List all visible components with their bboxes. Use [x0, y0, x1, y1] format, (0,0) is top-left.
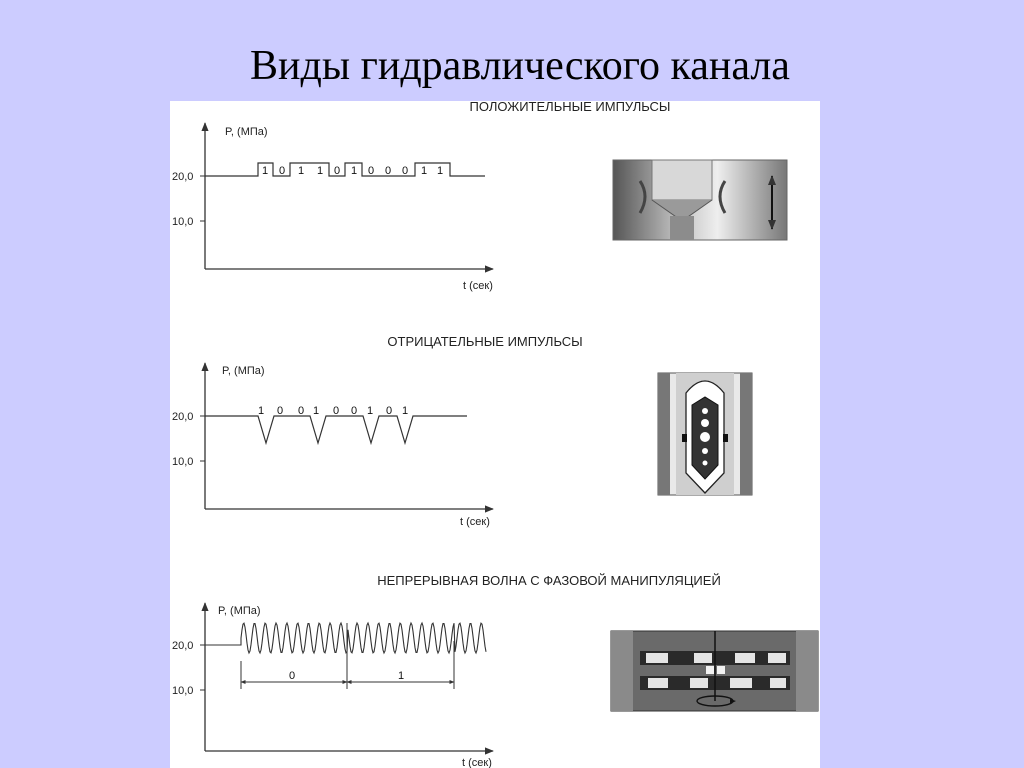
bit-label: 0: [278, 165, 286, 177]
bit-label: 1: [297, 165, 305, 177]
x-axis-label: t (сек): [460, 516, 490, 528]
bit-label: 1: [350, 165, 358, 177]
y-tick-label: 20,0: [172, 640, 194, 652]
y-axis-label: P, (МПа): [225, 126, 268, 138]
section-positive-pulses: [172, 101, 787, 292]
bit-labels: [262, 165, 443, 177]
x-axis-label: t (сек): [463, 280, 493, 292]
diagram-canvas: [170, 101, 820, 768]
y-tick-label: 20,0: [172, 411, 194, 423]
y-tick-label: 10,0: [172, 456, 194, 468]
bit-label: 0: [332, 405, 340, 417]
diagram-panel: [170, 101, 820, 768]
bit-label: 1: [316, 165, 324, 177]
bit-label: 0: [276, 405, 284, 417]
bit-label: 0: [401, 165, 409, 177]
section-title: ОТРИЦАТЕЛЬНЫЕ ИМПУЛЬСЫ: [387, 334, 583, 349]
x-axis-label: t (сек): [462, 757, 492, 768]
section-continuous-wave: [172, 573, 818, 768]
bit-label: 0: [385, 405, 393, 417]
bit-label: 0: [367, 165, 375, 177]
bit-label: 0: [288, 670, 296, 682]
bit-label: 1: [401, 405, 409, 417]
bit-label: 0: [350, 405, 358, 417]
y-axis-label: P, (МПа): [222, 365, 265, 377]
pulse-waveform: [205, 416, 467, 443]
bit-label: 1: [366, 405, 374, 417]
section-title: НЕПРЕРЫВНАЯ ВОЛНА С ФАЗОВОЙ МАНИПУЛЯЦИЕЙ: [377, 573, 721, 588]
slide-title: Виды гидравлического канала: [250, 43, 790, 89]
bit-labels: [258, 405, 408, 417]
section-title: ПОЛОЖИТЕЛЬНЫЕ ИМПУЛЬСЫ: [469, 101, 671, 114]
bit-label: 1: [257, 405, 265, 417]
rotary-siren-image: [611, 631, 818, 711]
bit-label: 0: [297, 405, 305, 417]
bit-label: 1: [436, 165, 444, 177]
bypass-valve-image: [658, 373, 752, 495]
bit-label: 1: [397, 670, 405, 682]
bit-label: 1: [420, 165, 428, 177]
bit-label: 1: [261, 165, 269, 177]
section-negative-pulses: [172, 334, 752, 528]
y-tick-label: 10,0: [172, 216, 194, 228]
valve-plunger-image: [613, 160, 787, 240]
bit-label: 1: [312, 405, 320, 417]
continuous-waveform: [205, 623, 486, 653]
bit-label: 0: [333, 165, 341, 177]
y-tick-label: 10,0: [172, 685, 194, 697]
y-tick-label: 20,0: [172, 171, 194, 183]
y-axis-label: P, (МПа): [218, 605, 261, 617]
bit-label: 0: [384, 165, 392, 177]
